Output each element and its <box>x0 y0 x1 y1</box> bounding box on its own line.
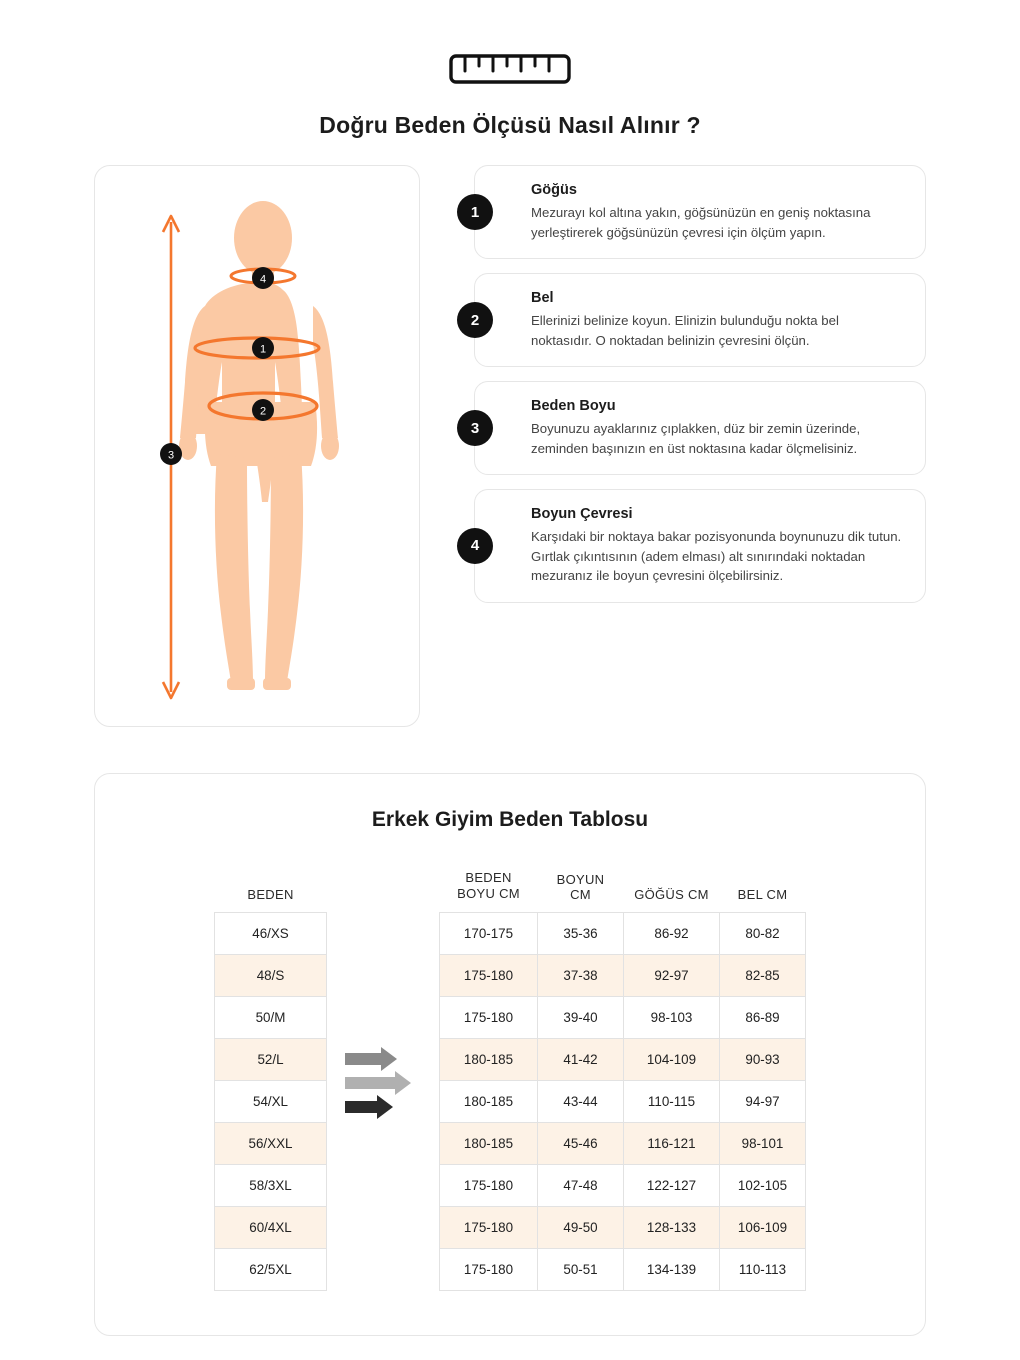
cell-boyun: 47-48 <box>538 1164 624 1206</box>
ruler-icon-wrapper <box>0 46 1020 86</box>
step-item-beden-boyu <box>470 381 926 475</box>
cell-boyun: 45-46 <box>538 1122 624 1164</box>
cell-beden-boyu: 175-180 <box>440 996 538 1038</box>
cell-beden-boyu: 175-180 <box>440 954 538 996</box>
svg-text:1: 1 <box>259 343 267 356</box>
cell-boyun: 49-50 <box>538 1206 624 1248</box>
step-title-3: Beden Boyu <box>531 398 616 415</box>
cell-bel: 102-105 <box>720 1164 806 1206</box>
step-desc-1: Mezurayı kol altına yakın, göğsünüzün en geniş noktasına yerleştirerek göğsünüzün çevresi için ölçüm yapın. <box>531 205 871 240</box>
cell-gogus: 110-115 <box>624 1080 720 1122</box>
step-badge-1: 1 <box>457 194 493 230</box>
table-row <box>440 1164 806 1206</box>
col-header-bel-cm: BEL CM <box>737 886 788 902</box>
table-row <box>440 1038 806 1080</box>
size-cell: 52/L <box>215 1038 327 1080</box>
size-cell: 50/M <box>215 996 327 1038</box>
figure-marker-1 <box>252 337 274 359</box>
table-row <box>215 912 327 954</box>
figure-marker-3 <box>160 443 182 465</box>
table-row <box>440 912 806 954</box>
step-desc-3: Boyunuzu ayaklarınız çıplakken, düz bir zemin üzerinde, zeminden başınızın en üst noktasına kadar ölçmelisiniz. <box>531 421 861 456</box>
figure-marker-4 <box>252 267 274 289</box>
cell-beden-boyu: 170-175 <box>440 912 538 954</box>
cell-boyun: 39-40 <box>538 996 624 1038</box>
measurements-table <box>439 862 806 1291</box>
arrows-right-icon <box>341 1047 425 1119</box>
size-column-table <box>214 862 327 1291</box>
size-cell: 54/XL <box>215 1080 327 1122</box>
size-table-title: Erkek Giyim Beden Tablosu <box>371 808 649 831</box>
table-row <box>440 996 806 1038</box>
step-item-bel <box>470 273 926 367</box>
size-cell: 58/3XL <box>215 1164 327 1206</box>
cell-boyun: 43-44 <box>538 1080 624 1122</box>
col-header-gogus-cm: GÖĞÜS CM <box>634 886 709 902</box>
table-row <box>215 996 327 1038</box>
size-cell: 62/5XL <box>215 1248 327 1290</box>
cell-boyun: 37-38 <box>538 954 624 996</box>
step-desc-4: Karşıdaki bir noktaya bakar pozisyonunda boynunuzu dik tutun. Gırtlak çıkıntısının (adem elması) alt sınırındaki noktadan mezuranız ile boyun çevresini ölçebilirsiniz. <box>531 529 902 584</box>
size-cell: 60/4XL <box>215 1206 327 1248</box>
size-table-card <box>94 773 926 1336</box>
size-cell: 48/S <box>215 954 327 996</box>
body-figure-illustration <box>95 166 419 726</box>
table-header-row <box>440 862 806 912</box>
cell-bel: 86-89 <box>720 996 806 1038</box>
col-header-beden: BEDEN <box>247 886 294 902</box>
cell-boyun: 35-36 <box>538 912 624 954</box>
table-row <box>440 954 806 996</box>
page-title: Doğru Beden Ölçüsü Nasıl Alınır ? <box>319 112 701 138</box>
cell-beden-boyu: 180-185 <box>440 1038 538 1080</box>
figure-marker-2 <box>252 399 274 421</box>
cell-beden-boyu: 180-185 <box>440 1122 538 1164</box>
step-badge-3: 3 <box>457 410 493 446</box>
cell-bel: 82-85 <box>720 954 806 996</box>
cell-gogus: 122-127 <box>624 1164 720 1206</box>
cell-beden-boyu: 175-180 <box>440 1248 538 1290</box>
svg-text:4: 4 <box>259 273 267 286</box>
table-header-row <box>215 862 327 912</box>
ruler-icon <box>448 46 572 86</box>
col-header-beden-boyu-cm: BEDEN BOYU CM <box>457 869 520 901</box>
cell-bel: 94-97 <box>720 1080 806 1122</box>
cell-beden-boyu: 180-185 <box>440 1080 538 1122</box>
step-item-gogus <box>470 165 926 259</box>
cell-boyun: 41-42 <box>538 1038 624 1080</box>
cell-bel: 90-93 <box>720 1038 806 1080</box>
cell-gogus: 116-121 <box>624 1122 720 1164</box>
table-row <box>440 1248 806 1290</box>
measurement-steps-list <box>470 165 926 603</box>
body-figure-card <box>94 165 420 727</box>
step-badge-2: 2 <box>457 302 493 338</box>
cell-gogus: 92-97 <box>624 954 720 996</box>
cell-bel: 80-82 <box>720 912 806 954</box>
table-row <box>215 954 327 996</box>
step-badge-4: 4 <box>457 528 493 564</box>
table-row <box>215 1122 327 1164</box>
step-item-boyun-cevresi <box>470 489 926 603</box>
table-row <box>215 1248 327 1290</box>
cell-gogus: 98-103 <box>624 996 720 1038</box>
cell-bel: 110-113 <box>720 1248 806 1290</box>
col-header-boyun-cm: BOYUN CM <box>556 871 605 902</box>
cell-bel: 106-109 <box>720 1206 806 1248</box>
table-row <box>215 1206 327 1248</box>
size-table-layout <box>115 862 905 1291</box>
svg-text:3: 3 <box>167 449 175 462</box>
arrows-right-icon-wrapper <box>327 1047 439 1119</box>
cell-gogus: 134-139 <box>624 1248 720 1290</box>
measurement-section <box>0 165 1020 727</box>
table-row <box>215 1080 327 1122</box>
cell-beden-boyu: 175-180 <box>440 1164 538 1206</box>
table-row <box>215 1164 327 1206</box>
cell-gogus: 86-92 <box>624 912 720 954</box>
size-cell: 56/XXL <box>215 1122 327 1164</box>
table-row <box>215 1038 327 1080</box>
svg-text:2: 2 <box>259 405 267 418</box>
cell-gogus: 128-133 <box>624 1206 720 1248</box>
size-cell: 46/XS <box>215 912 327 954</box>
table-row <box>440 1122 806 1164</box>
step-title-1: Göğüs <box>531 182 577 198</box>
cell-gogus: 104-109 <box>624 1038 720 1080</box>
cell-boyun: 50-51 <box>538 1248 624 1290</box>
table-row <box>440 1080 806 1122</box>
cell-beden-boyu: 175-180 <box>440 1206 538 1248</box>
step-title-2: Bel <box>531 290 554 307</box>
cell-bel: 98-101 <box>720 1122 806 1164</box>
table-row <box>440 1206 806 1248</box>
step-desc-2: Ellerinizi belinize koyun. Elinizin bulunduğu nokta bel noktasıdır. O noktadan belinizin çevresini ölçün. <box>531 313 839 348</box>
step-title-4: Boyun Çevresi <box>531 506 633 523</box>
